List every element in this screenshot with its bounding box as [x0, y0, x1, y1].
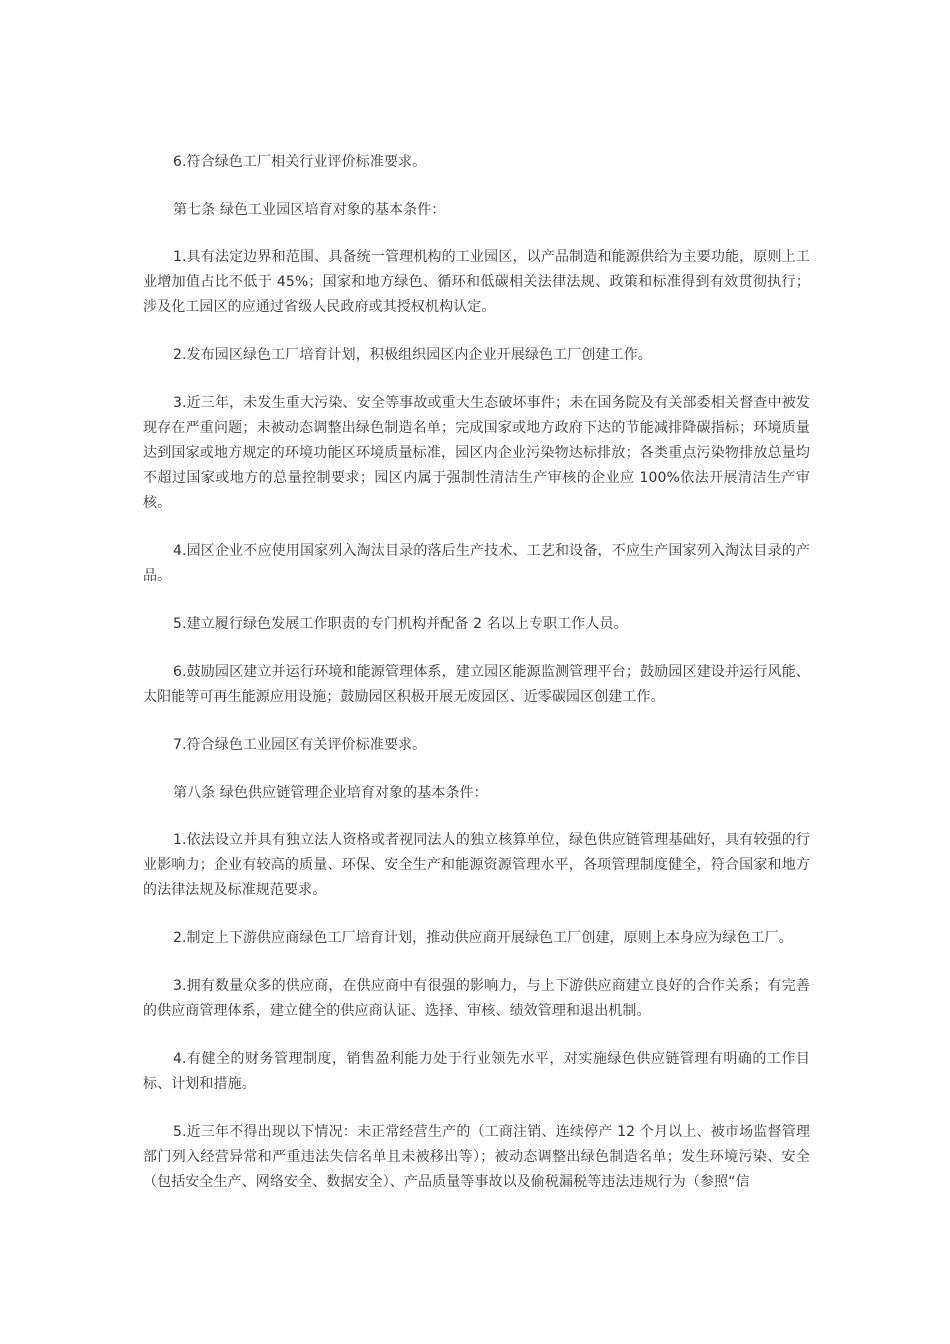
paragraph-item-5: 5.近三年不得出现以下情况：未正常经营生产的（工商注销、连续停产 12 个月以上、被市场监督管理部门列入经营异常和严重违法失信名单且未被移出等）；被动态调整出绿色制造名单；发生环境污染、安全（包括安全生产、网络安全、数据安全）、产品质量等事故以及偷税漏税等违法违规行为（参照“信 [143, 1124, 810, 1190]
article-8-heading: 第八条 绿色供应链管理企业培育对象的基本条件： [173, 785, 488, 801]
paragraph-item-4: 4.园区企业不应使用国家列入淘汰目录的落后生产技术、工艺和设备，不应生产国家列入淘汰目录的产品。 [143, 543, 810, 584]
paragraph-item-4: 4.有健全的财务管理制度，销售盈利能力处于行业领先水平，对实施绿色供应链管理有明确的工作目标、计划和措施。 [143, 1051, 810, 1092]
article-7-heading: 第七条 绿色工业园区培育对象的基本条件： [173, 202, 446, 218]
paragraph-item-6: 6.符合绿色工厂相关行业评价标准要求。 [173, 154, 427, 170]
paragraph-item-2: 2.发布园区绿色工厂培育计划，积极组织园区内企业开展绿色工厂创建工作。 [173, 347, 652, 363]
paragraph-item-2: 2.制定上下游供应商绿色工厂培育计划，推动供应商开展绿色工厂创建，原则上本身应为绿色工厂。 [173, 930, 793, 946]
document-body [143, 150, 810, 1218]
paragraph-item-3: 3.近三年，未发生重大污染、安全等事故或重大生态破坏事件；未在国务院及有关部委相关督查中被发现存在严重问题；未被动态调整出绿色制造名单；完成国家或地方政府下达的节能减排降碳指标；环境质量达到国家或地方规定的环境功能区环境质量标准，园区内企业污染物达标排放；各类重点污染物排放总量均不超过国家或地方的总量控制要求；园区内属于强制性清洁生产审核的企业应 100%依法开展清洁生产审核。 [143, 395, 810, 511]
paragraph-item-3: 3.拥有数量众多的供应商，在供应商中有很强的影响力，与上下游供应商建立良好的合作关系；有完善的供应商管理体系，建立健全的供应商认证、选择、审核、绩效管理和退出机制。 [143, 978, 810, 1019]
paragraph-item-1: 1.依法设立并具有独立法人资格或者视同法人的独立核算单位，绿色供应链管理基础好，具有较强的行业影响力；企业有较高的质量、环保、安全生产和能源资源管理水平，各项管理制度健全，符合国家和地方的法律法规及标准规范要求。 [143, 832, 810, 898]
paragraph-item-1: 1.具有法定边界和范围、具备统一管理机构的工业园区，以产品制造和能源供给为主要功能，原则上工业增加值占比不低于 45%；国家和地方绿色、循环和低碳相关法律法规、政策和标准得到有效贯彻执行；涉及化工园区的应通过省级人民政府或其授权机构认定。 [143, 249, 810, 315]
paragraph-item-6: 6.鼓励园区建立并运行环境和能源管理体系，建立园区能源监测管理平台；鼓励园区建设并运行风能、太阳能等可再生能源应用设施；鼓励园区积极开展无废园区、近零碳园区创建工作。 [143, 664, 810, 705]
paragraph-item-5: 5.建立履行绿色发展工作职责的专门机构并配备 2 名以上专职工作人员。 [173, 616, 628, 632]
paragraph-item-7: 7.符合绿色工业园区有关评价标准要求。 [173, 737, 427, 753]
